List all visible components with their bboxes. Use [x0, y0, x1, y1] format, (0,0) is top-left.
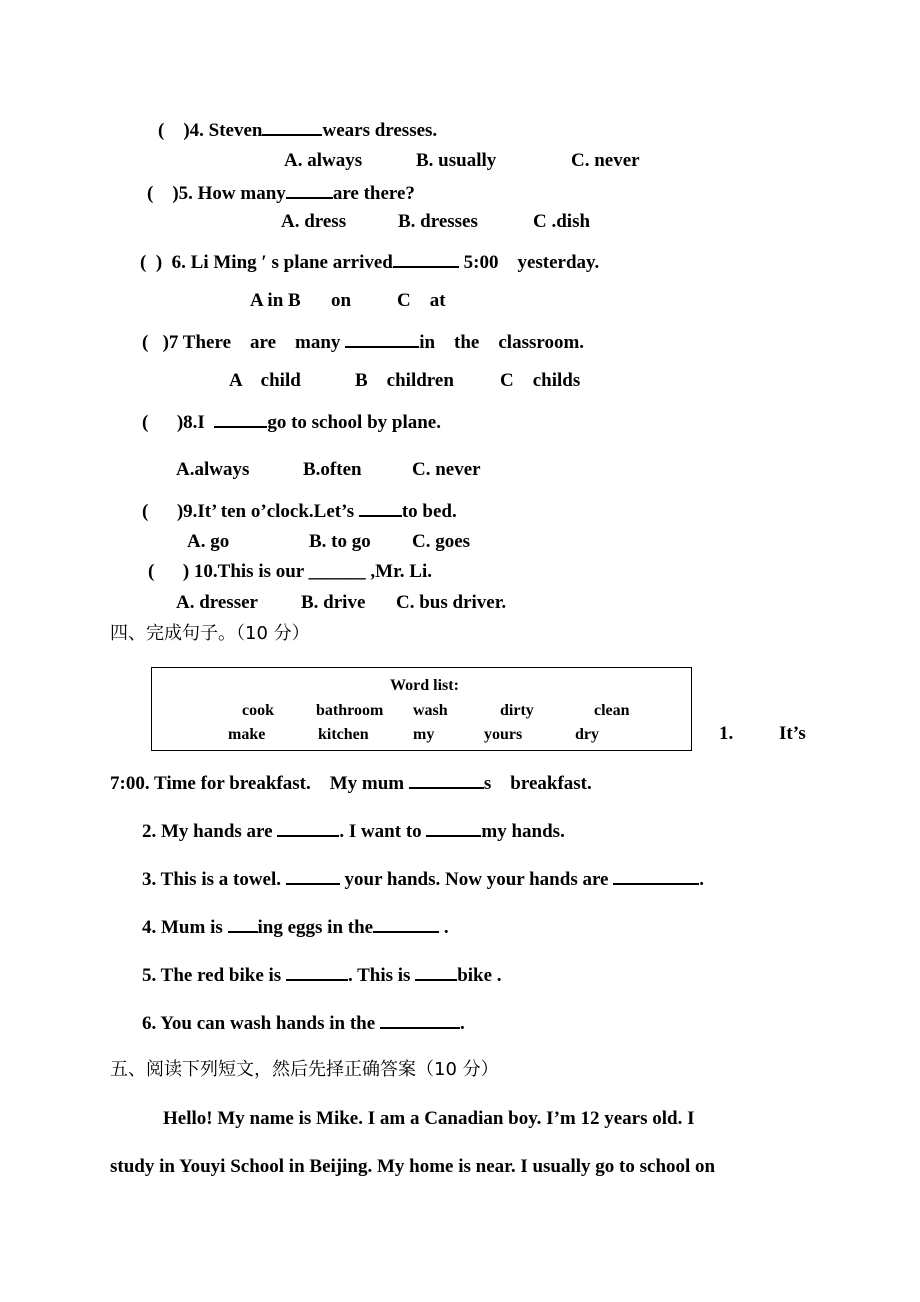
q8-option-c: C. never [412, 459, 481, 480]
word-list-title: Word list: [390, 677, 459, 694]
word: dry [575, 726, 599, 743]
blank[interactable] [286, 963, 348, 981]
q10-option-b: B. drive [301, 592, 366, 613]
word: my [413, 726, 435, 743]
blank[interactable] [277, 819, 339, 837]
word: dirty [500, 702, 534, 719]
q4-stem: ( )4. Steven wears dresses. [158, 120, 438, 141]
q5-stem: ( )5. How many are there? [147, 183, 415, 204]
q4-option-b: B. usually [416, 150, 497, 171]
word: kitchen [318, 726, 369, 743]
blank[interactable] [380, 1011, 460, 1029]
blank[interactable]: ______ [308, 561, 366, 582]
q7-option-b: B children [355, 370, 454, 391]
q8-stem: ( )8.I go to school by plane. [142, 412, 441, 433]
section-5-title: 五、阅读下列短文，然后先择正确答案（10 分） [110, 1059, 499, 1080]
blank[interactable] [409, 771, 484, 789]
q6-option-a: A in B [250, 290, 301, 311]
sentence-1: 7:00. Time for breakfast. My mum s breakfast. [110, 773, 592, 794]
q6-option-b: on [331, 290, 352, 311]
q10-stem: ( ) 10.This is our ______ ,Mr. Li. [148, 561, 432, 582]
word: make [228, 726, 266, 743]
sentence-3: 3. This is a towel. your hands. Now your hands are . [142, 869, 704, 890]
blank[interactable] [228, 915, 258, 933]
sentence-1-number: 1. [719, 723, 734, 744]
blank[interactable] [426, 819, 481, 837]
sentence-4: 4. Mum is ing eggs in the . [142, 917, 449, 938]
blank[interactable] [415, 963, 457, 981]
passage-line-1: Hello! My name is Mike. I am a Canadian boy. I’m 12 years old. I [163, 1108, 695, 1129]
blank[interactable] [373, 915, 439, 933]
word-list-box [151, 667, 692, 751]
q8-option-a: A.always [176, 459, 250, 480]
word: clean [594, 702, 630, 719]
sentence-1-start: It’s [779, 723, 806, 744]
sentence-2: 2. My hands are . I want to my hands. [142, 821, 565, 842]
q10-option-a: A. dresser [176, 592, 258, 613]
q9-option-b: B. to go [309, 531, 371, 552]
q7-option-a: A child [229, 370, 301, 391]
q8-option-b: B.often [303, 459, 362, 480]
q7-stem: ( )7 There are many in the classroom. [142, 332, 585, 353]
word: yours [484, 726, 523, 743]
blank[interactable] [359, 499, 402, 517]
blank[interactable] [286, 867, 340, 885]
blank[interactable] [286, 181, 333, 199]
q4-option-c: C. never [571, 150, 640, 171]
q9-option-a: A. go [187, 531, 230, 552]
q10-option-c: C. bus driver. [396, 592, 507, 613]
blank[interactable] [393, 250, 459, 268]
passage-line-2: study in Youyi School in Beijing. My home is near. I usually go to school on [110, 1156, 716, 1177]
q9-option-c: C. goes [412, 531, 471, 552]
sentence-5: 5. The red bike is . This is bike . [142, 965, 502, 986]
word: wash [413, 702, 448, 719]
q7-option-c: C childs [500, 370, 581, 391]
q6-stem: ( ) 6. Li Ming ′ s plane arrived 5:00 yesterday. [140, 252, 600, 273]
blank[interactable] [214, 410, 267, 428]
word: bathroom [316, 702, 384, 719]
q9-stem: ( )9.It’ ten o’clock.Let’s to bed. [142, 501, 457, 522]
q4-option-a: A. always [284, 150, 363, 171]
q6-option-c: C at [397, 290, 446, 311]
sentence-6: 6. You can wash hands in the . [142, 1013, 465, 1034]
blank[interactable] [262, 118, 322, 136]
q5-option-a: A. dress [281, 211, 347, 232]
word: cook [242, 702, 274, 719]
q5-option-c: C .dish [533, 211, 591, 232]
q5-option-b: B. dresses [398, 211, 478, 232]
section-4-title: 四、完成句子。（10 分） [110, 623, 310, 644]
blank[interactable] [613, 867, 699, 885]
blank[interactable] [345, 330, 419, 348]
